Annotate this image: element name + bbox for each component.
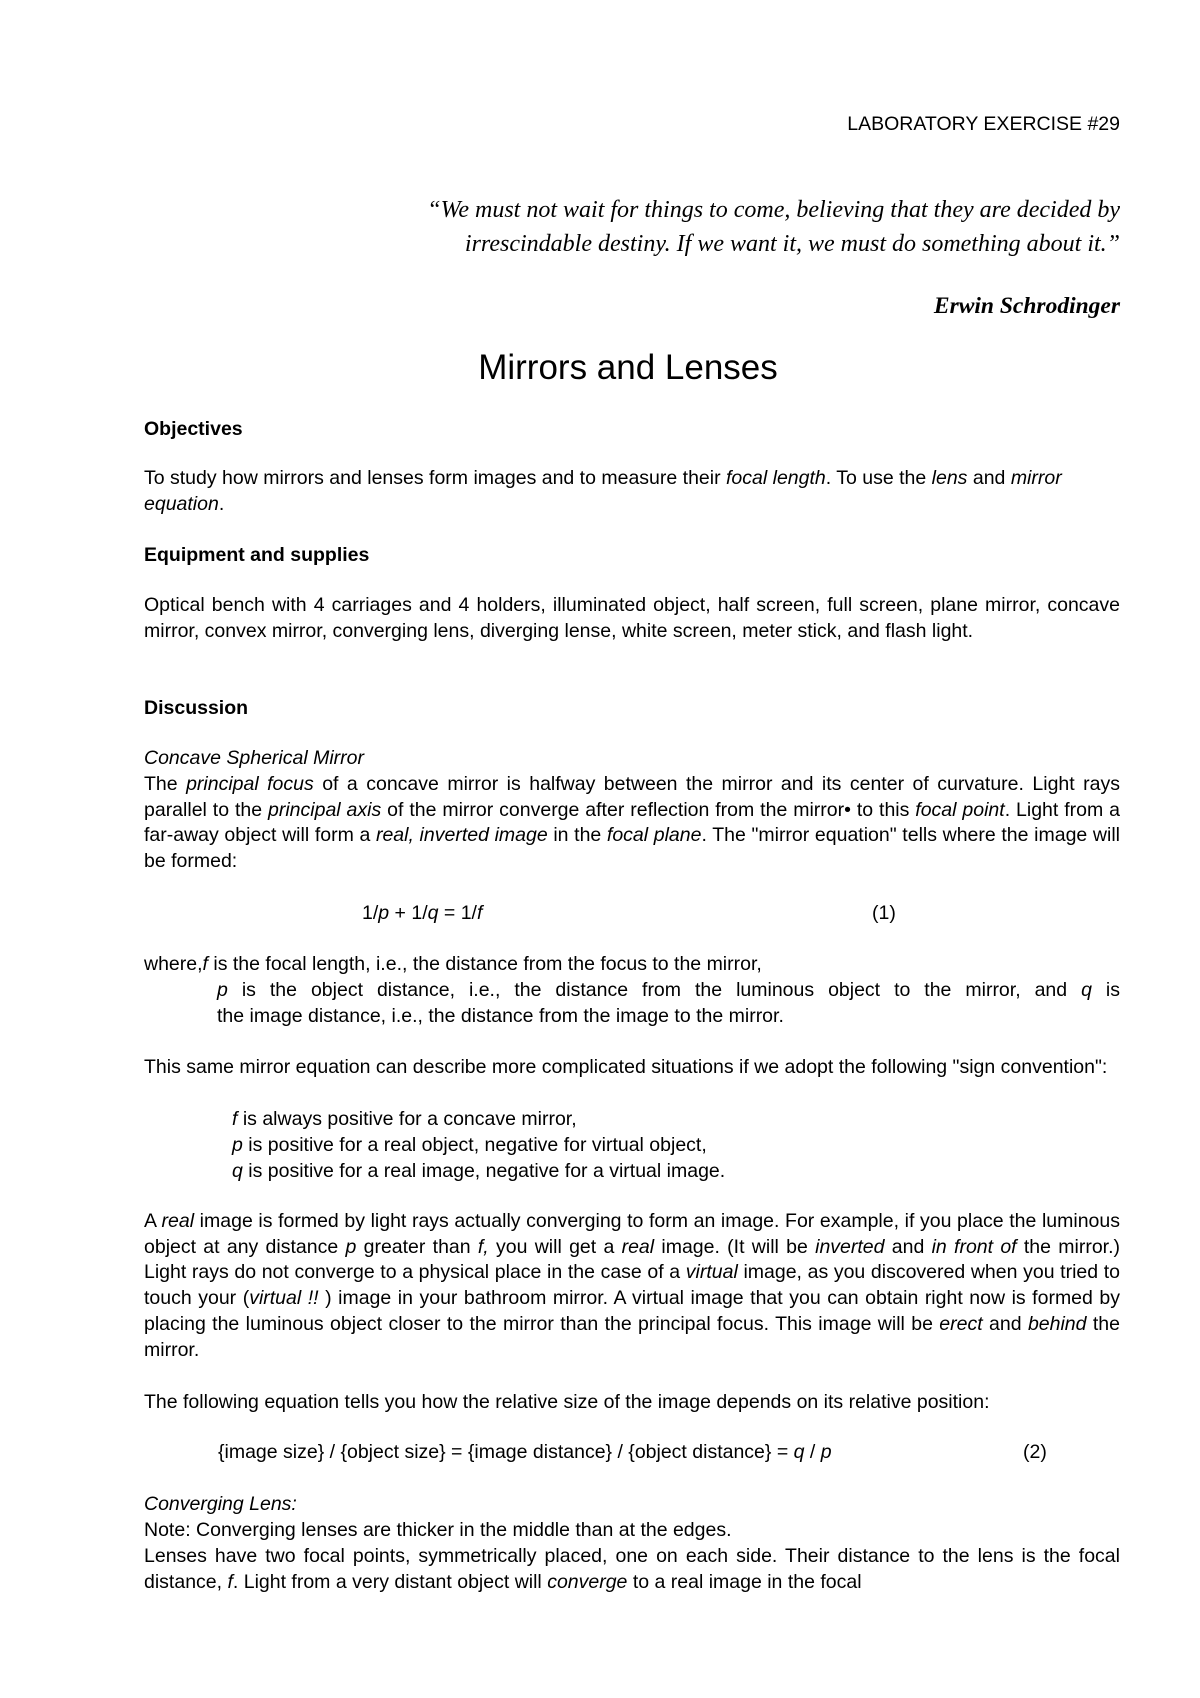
where-line-1: where,f is the focal length, i.e., the distance from the focus to the mirror, — [144, 953, 762, 975]
discussion-heading: Discussion — [144, 697, 249, 719]
quote-line-1: “We must not wait for things to come, believing that they are decided by — [427, 197, 1120, 223]
concave-mirror-subheading: Concave Spherical Mirror — [144, 747, 364, 769]
mirror-equation: 1/p + 1/q = 1/f — [362, 902, 483, 924]
page-title: Mirrors and Lenses — [478, 348, 778, 387]
sign-rule-f: f is always positive for a concave mirror, — [232, 1108, 577, 1130]
quote-line-2: irrescindable destiny. If we want it, we must do something about it.” — [464, 231, 1120, 257]
real-image-paragraph: A real image is formed by light rays actually converging to form an image. For example, if you place the luminous object at any distance p greater than f, you will get a real image. (It will be inverted and in front of the mirror.) Light rays do not converge to a physical place in the case of a virtual image, as you discovered when you tried to touch your (virtual !! ) image in your bathroom mirror. A virtual image that you can obtain right now is formed by placing the luminous object closer to the mirror than the principal focus. This image will be erect and behind the mirror. — [144, 1210, 1120, 1361]
lab-exercise-label: LABORATORY EXERCISE #29 — [847, 113, 1120, 135]
sign-rule-q: q is positive for a real image, negative for a virtual image. — [232, 1160, 726, 1182]
converging-lens-subheading: Converging Lens: — [144, 1493, 297, 1515]
where-line-2: p is the object distance, i.e., the distance from the luminous object to the mirror, and q is — [217, 979, 1120, 1001]
magnification-equation: {image size} / {object size} = {image distance} / {object distance} = q / p — [218, 1441, 832, 1463]
equipment-heading: Equipment and supplies — [144, 544, 370, 566]
epigraph-quote — [260, 193, 1120, 261]
concave-mirror-paragraph: The principal focus of a concave mirror is halfway between the mirror and its center of curvature. Light rays parallel to the principal axis of the mirror converge after reflection from the mirror• to this focal point. Light from a far-away object will form a real, inverted image in the focal plane. The "mirror equation" tells where the image will be formed: — [144, 773, 1120, 873]
converging-lens-note: Note: Converging lenses are thicker in the middle than at the edges. — [144, 1519, 732, 1541]
equation-number-2: (2) — [1023, 1441, 1047, 1463]
objectives-heading: Objectives — [144, 418, 243, 440]
converging-lens-paragraph: Lenses have two focal points, symmetrically placed, one on each side. Their distance to the lens is the focal distance, f. Light from a very distant object will converge to a real image in the focal — [144, 1545, 1120, 1593]
quote-author: Erwin Schrodinger — [933, 293, 1120, 319]
sign-rule-p: p is positive for a real object, negative for virtual object, — [232, 1134, 707, 1156]
relative-size-intro: The following equation tells you how the relative size of the image depends on its relative position: — [144, 1391, 990, 1413]
equation-number-1: (1) — [872, 902, 896, 924]
equipment-text: Optical bench with 4 carriages and 4 holders, illuminated object, half screen, full screen, plane mirror, concave mirror, convex mirror, converging lens, diverging lense, white screen, meter stick, and flash light. — [144, 594, 1120, 642]
objectives-text: To study how mirrors and lenses form images and to measure their focal length. To use the lens and mirror equation. — [144, 467, 1062, 515]
where-line-3: the image distance, i.e., the distance from the image to the mirror. — [217, 1005, 784, 1027]
sign-convention-intro: This same mirror equation can describe more complicated situations if we adopt the following "sign convention": — [144, 1056, 1108, 1078]
